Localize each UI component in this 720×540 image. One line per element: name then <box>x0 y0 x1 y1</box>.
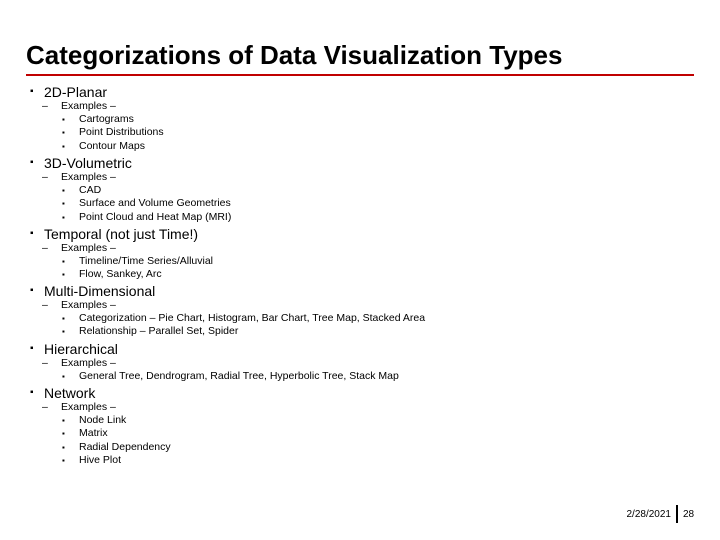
list-item-text: Cartograms <box>79 113 134 125</box>
square-bullet-icon: ▪ <box>62 257 65 266</box>
heading-text: Temporal (not just Time!) <box>44 226 199 242</box>
dash-bullet-icon: – <box>42 357 48 369</box>
list-item <box>62 427 171 440</box>
examples-text: Examples – <box>61 171 116 183</box>
list-item <box>62 454 171 467</box>
square-bullet-icon: ▪ <box>30 86 34 97</box>
section-heading <box>30 155 231 171</box>
list-item-text: CAD <box>79 184 102 196</box>
examples-label <box>42 242 213 255</box>
section-multi-dimensional <box>30 283 425 339</box>
list-item <box>62 312 425 325</box>
section-heading <box>30 283 425 299</box>
examples-text: Examples – <box>61 401 116 413</box>
list-item-text: General Tree, Dendrogram, Radial Tree, Hyperbolic Tree, Stack Map <box>79 370 399 382</box>
square-bullet-icon: ▪ <box>30 157 34 168</box>
list-item <box>62 414 171 427</box>
list-item-text: Point Cloud and Heat Map (MRI) <box>79 210 232 223</box>
list-item <box>62 325 425 338</box>
square-bullet-icon: ▪ <box>62 212 65 222</box>
examples-label <box>42 357 399 370</box>
footer-date: 2/28/2021 <box>626 509 671 520</box>
dash-bullet-icon: – <box>42 401 48 413</box>
list-item <box>62 255 213 268</box>
list-item-text: Surface and Volume Geometries <box>79 197 231 210</box>
list-item-text: Relationship – Parallel Set, Spider <box>79 325 239 338</box>
heading-text: Multi-Dimensional <box>44 283 156 299</box>
dash-bullet-icon: – <box>42 171 48 183</box>
examples-text: Examples – <box>61 357 116 369</box>
list-item <box>62 211 231 224</box>
list-item-text: Radial Dependency <box>79 440 171 453</box>
square-bullet-icon: ▪ <box>62 372 65 381</box>
square-bullet-icon: ▪ <box>30 387 34 398</box>
list-item <box>62 370 399 383</box>
heading-text: Network <box>44 385 96 401</box>
list-item <box>62 441 171 454</box>
list-item-text: Categorization – Pie Chart, Histogram, Bar Chart, Tree Map, Stacked Area <box>79 312 426 324</box>
title-underline <box>26 74 694 76</box>
list-item-text: Matrix <box>79 427 108 440</box>
square-bullet-icon: ▪ <box>62 128 65 138</box>
square-bullet-icon: ▪ <box>62 429 65 439</box>
list-item-text: Hive Plot <box>79 454 122 467</box>
square-bullet-icon: ▪ <box>62 456 65 466</box>
section-heading <box>30 84 164 100</box>
footer-divider <box>676 505 678 523</box>
square-bullet-icon: ▪ <box>30 285 34 296</box>
examples-text: Examples – <box>61 299 116 311</box>
square-bullet-icon: ▪ <box>62 314 65 323</box>
square-bullet-icon: ▪ <box>30 228 34 239</box>
page-number: 28 <box>683 509 695 520</box>
square-bullet-icon: ▪ <box>62 270 65 280</box>
list-item <box>62 113 164 126</box>
dash-bullet-icon: – <box>42 100 48 112</box>
list-item <box>62 197 231 210</box>
list-item-text: Node Link <box>79 414 127 426</box>
list-item-text: Timeline/Time Series/Alluvial <box>79 255 214 267</box>
square-bullet-icon: ▪ <box>30 343 34 354</box>
heading-text: 2D-Planar <box>44 84 108 100</box>
examples-label <box>42 100 164 113</box>
section-3d-volumetric <box>30 155 231 224</box>
list-item-text: Contour Maps <box>79 139 145 152</box>
square-bullet-icon: ▪ <box>62 327 65 337</box>
square-bullet-icon: ▪ <box>62 141 65 151</box>
square-bullet-icon: ▪ <box>62 115 65 124</box>
list-item <box>62 140 164 153</box>
heading-text: Hierarchical <box>44 341 118 357</box>
examples-text: Examples – <box>61 100 116 112</box>
examples-text: Examples – <box>61 242 116 254</box>
section-network <box>30 385 171 468</box>
list-item <box>62 268 213 281</box>
list-item-text: Point Distributions <box>79 126 164 139</box>
heading-text: 3D-Volumetric <box>44 155 132 171</box>
examples-label <box>42 171 231 184</box>
list-item <box>62 184 231 197</box>
dash-bullet-icon: – <box>42 242 48 254</box>
examples-label <box>42 401 171 414</box>
section-heading <box>30 341 399 357</box>
dash-bullet-icon: – <box>42 299 48 311</box>
list-item-text: Flow, Sankey, Arc <box>79 268 162 281</box>
examples-label <box>42 299 425 312</box>
section-2d-planar <box>30 84 164 153</box>
square-bullet-icon: ▪ <box>62 199 65 209</box>
section-hierarchical <box>30 341 399 383</box>
section-temporal <box>30 226 213 282</box>
section-heading <box>30 226 213 242</box>
square-bullet-icon: ▪ <box>62 186 65 195</box>
square-bullet-icon: ▪ <box>62 416 65 425</box>
slide-title: Categorizations of Data Visualization Types <box>26 40 563 70</box>
square-bullet-icon: ▪ <box>62 442 65 452</box>
list-item <box>62 126 164 139</box>
section-heading <box>30 385 171 401</box>
